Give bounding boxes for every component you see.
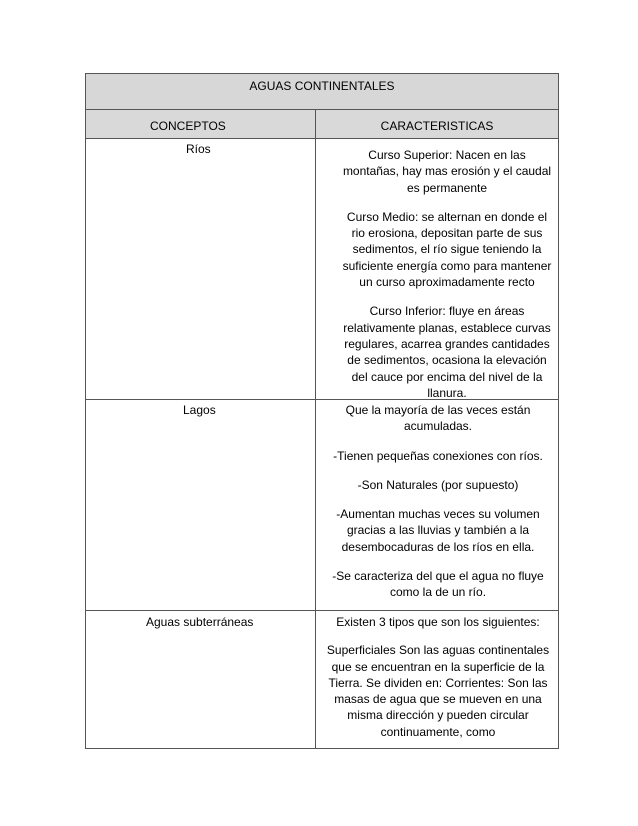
subterraneas-paragraph-1: Existen 3 tipos que son los siguientes:: [336, 615, 540, 629]
characteristics-lagos: [316, 400, 558, 610]
table-row-lagos: [86, 400, 558, 611]
header-caracteristicas: CARACTERISTICAS: [380, 119, 494, 133]
table-row-rios: [86, 139, 558, 400]
concept-aguas-subterraneas: Aguas subterráneas: [86, 611, 316, 748]
characteristics-aguas-subterraneas: [316, 611, 558, 748]
table-row-aguas-subterraneas: [86, 611, 558, 749]
rios-curso-medio: Curso Medio: se alternan en donde el rio erosiona, depositan parte de sus sedimentos, el río sigue teniendo la suficiente energía como para mantener un curso aproximadamente recto: [342, 209, 552, 290]
lagos-paragraph-3: -Son Naturales (por supuesto): [357, 477, 519, 492]
lagos-paragraph-2: -Tienen pequeñas conexiones con ríos.: [333, 448, 543, 463]
aguas-continentales-table: [85, 73, 559, 749]
lagos-paragraph-1: Que la mayoría de las veces están acumuladas.: [345, 403, 531, 434]
rios-curso-superior: Curso Superior: Nacen en las montañas, hay mas erosión y el caudal es permanente: [342, 148, 552, 195]
concept-lagos: Lagos: [86, 400, 316, 610]
table-title: AGUAS CONTINENTALES: [86, 74, 558, 110]
characteristics-rios: [316, 139, 558, 399]
subterraneas-paragraph-2: Superficiales Son las aguas continentales que se encuentran en la superficie de la Tierra. Se dividen en: Corrientes: Son las masas de agua que se mueven en una misma dirección y pueden circular continuamente, como: [326, 643, 550, 739]
table-header-row: [86, 110, 558, 139]
rios-curso-inferior: Curso Inferior: fluye en áreas relativamente planas, establece curvas regulares, acarrea grandes cantidades de sedimentos, ocasiona la elevación del cauce por encima del nivel de la llanura.: [343, 304, 551, 400]
concept-rios: Ríos: [86, 139, 316, 399]
lagos-paragraph-4: -Aumentan muchas veces su volumen gracias a las lluvias y también a la desembocaduras de los ríos en ella.: [336, 507, 540, 554]
header-conceptos: CONCEPTOS: [86, 110, 316, 138]
lagos-paragraph-5: -Se caracteriza del que el agua no fluye como la de un río.: [332, 569, 544, 600]
